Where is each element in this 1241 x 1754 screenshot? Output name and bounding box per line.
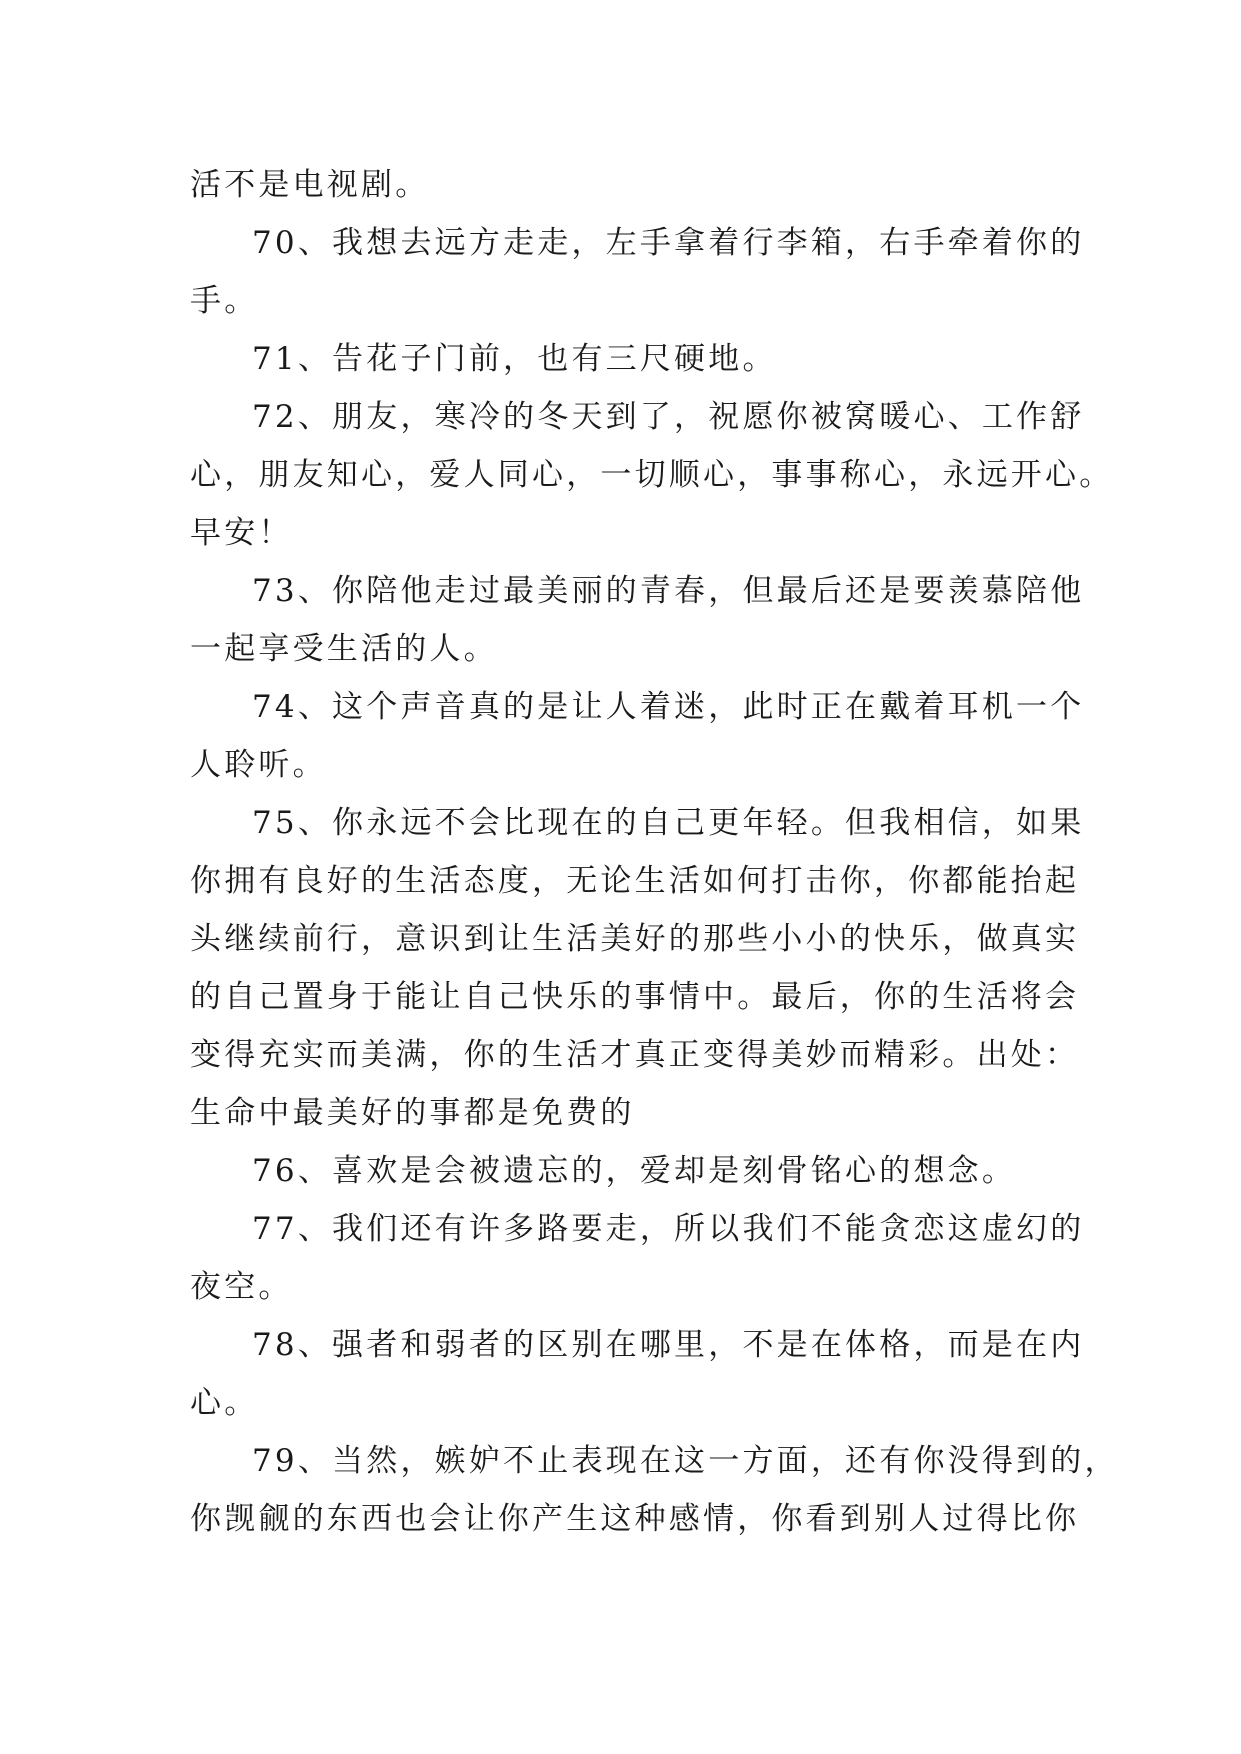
paragraph-79-line-2: 你觊觎的东西也会让你产生这种感情，你看到别人过得比你 bbox=[190, 1501, 1080, 1537]
paragraph-75-line-3: 头继续前行，意识到让生活美好的那些小小的快乐，做真实 bbox=[190, 921, 1080, 957]
paragraph-73-line-1: 73、你陪他走过最美丽的青春，但最后还是要羡慕陪他 bbox=[252, 573, 1085, 609]
paragraph-72-line-3: 早安！ bbox=[190, 515, 293, 551]
paragraph-75-line-5: 变得充实而美满，你的生活才真正变得美妙而精彩。出处： bbox=[190, 1037, 1080, 1073]
paragraph-72-line-2: 心，朋友知心，爱人同心，一切顺心，事事称心，永远开心。 bbox=[190, 457, 1114, 493]
paragraph-75-line-1: 75、你永远不会比现在的自己更年轻。但我相信，如果 bbox=[252, 805, 1085, 841]
paragraph-75-line-6: 生命中最美好的事都是免费的 bbox=[190, 1095, 635, 1131]
paragraph-77-line-1: 77、我们还有许多路要走，所以我们不能贪恋这虚幻的 bbox=[252, 1211, 1085, 1247]
paragraph-78-line-2: 心。 bbox=[190, 1385, 259, 1421]
document-body bbox=[190, 156, 1119, 1548]
paragraph-74-line-1: 74、这个声音真的是让人着迷，此时正在戴着耳机一个 bbox=[252, 689, 1085, 725]
paragraph-72-line-1: 72、朋友，寒冷的冬天到了，祝愿你被窝暖心、工作舒 bbox=[252, 399, 1085, 435]
paragraph-78-line-1: 78、强者和弱者的区别在哪里，不是在体格，而是在内 bbox=[252, 1327, 1085, 1363]
paragraph-76-line-1: 76、喜欢是会被遗忘的，爱却是刻骨铭心的想念。 bbox=[252, 1153, 1017, 1189]
paragraph-79-line-1: 79、当然，嫉妒不止表现在这一方面，还有你没得到的， bbox=[252, 1443, 1119, 1479]
paragraph-71-line-1: 71、告花子门前，也有三尺硬地。 bbox=[252, 341, 777, 377]
paragraph-73-line-2: 一起享受生活的人。 bbox=[190, 631, 498, 667]
paragraph-75-line-4: 的自己置身于能让自己快乐的事情中。最后，你的生活将会 bbox=[190, 979, 1080, 1015]
paragraph-77-line-2: 夜空。 bbox=[190, 1269, 293, 1305]
paragraph-70-line-1: 70、我想去远方走走，左手拿着行李箱，右手牵着你的 bbox=[252, 225, 1085, 261]
paragraph-70-line-2: 手。 bbox=[190, 283, 259, 319]
text-line: 活不是电视剧。 bbox=[190, 167, 430, 203]
paragraph-75-line-2: 你拥有良好的生活态度，无论生活如何打击你，你都能抬起 bbox=[190, 863, 1080, 899]
paragraph-74-line-2: 人聆听。 bbox=[190, 747, 327, 783]
